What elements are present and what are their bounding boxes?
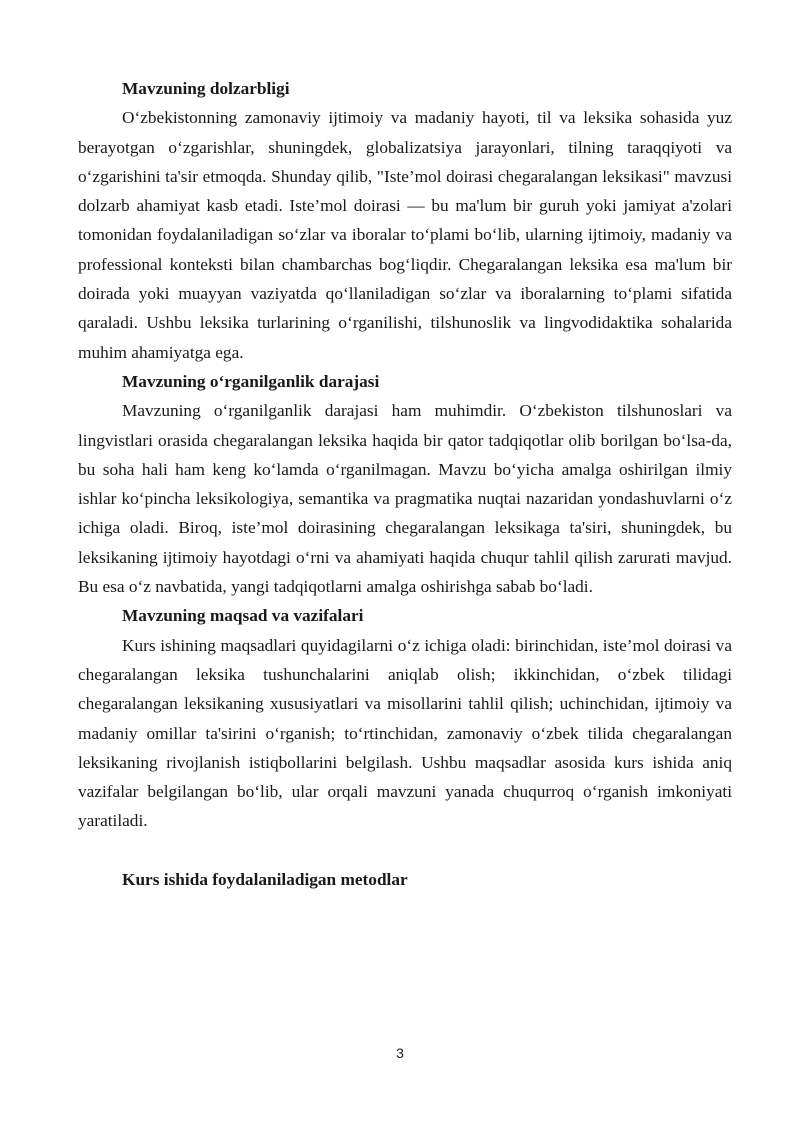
page-number: 3 [396,1045,404,1061]
section-paragraph-study-level: Mavzuning o‘rganilganlik darajasi ham muhimdir. O‘zbekiston tilshunoslari va lingvistlari orasida chegaralangan leksika haqida bir qator tadqiqotlar olib borilgan bo‘lsa-da, bu soha hali ham keng ko‘lamda o‘rganilmagan. Mavzu bo‘yicha amalga oshirilgan ilmiy ishlar ko‘pincha leksikologiya, semantika va pragmatika nuqtai nazaridan yondashuvlarni o‘z ichiga oladi. Biroq, iste’mol doirasining chegaralangan leksikaga ta'siri, shuningdek, bu leksikaning ijtimoiy hayotdagi o‘rni va ahamiyati haqida chuqur tahlil qilish zarurati mavjud. Bu esa o‘z navbatida, yangi tadqiqotlarni amalga oshirishga sabab bo‘ladi. [78,401,732,597]
section-heading-study-level: Mavzuning o‘rganilganlik darajasi [122,371,380,391]
section-heading-methods: Kurs ishida foydalaniladigan metodlar [122,869,408,889]
section-heading-goals: Mavzuning maqsad va vazifalari [122,606,364,626]
section-heading-relevance: Mavzuning dolzarbligi [122,79,290,98]
section-paragraph-relevance: O‘zbekistonning zamonaviy ijtimoiy va madaniy hayoti, til va leksika sohasida yuz berayotgan o‘zgarishlar, shuningdek, globalizatsiya jarayonlari, tilning taraqqiyoti va o‘zgarishini ta'sir etmoqda. Shunday qilib, "Iste’mol doirasi chegaralangan leksikasi" mavzusi dolzarb ahamiyat kasb etadi. Iste’mol doirasi — bu ma'lum bir guruh yoki jamiyat a'zolari tomonidan foydalaniladigan so‘zlar va iboralar to‘plami bo‘lib, ularning ijtimoiy, madaniy va professional konteksti bilan chambarchas bog‘liqdir. Chegaralangan leksika esa ma'lum bir doirada yoki muayyan vaziyatda qo‘llaniladigan so‘zlar va iboralarning to‘plami sifatida qaraladi. Ushbu leksika turlarining o‘rganilishi, tilshunoslik va lingvodidaktika sohalarida muhim ahamiyatga ega. [78,108,732,362]
page-content [78,74,732,894]
section-paragraph-goals: Kurs ishining maqsadlari quyidagilarni o‘z ichiga oladi: birinchidan, iste’mol doirasi va chegaralangan leksika tushunchalarini aniqlab olish; ikkinchidan, o‘zbek tilidagi chegaralangan leksikaning xususiyatlari va misollarini tahlil qilish; uchinchidan, ijtimoiy va madaniy omillar ta'sirini o‘rganish; to‘rtinchidan, zamonaviy o‘zbek tilida chegaralangan leksikaning rivojlanish istiqbollarini belgilash. Ushbu maqsadlar asosida kurs ishida aniq vazifalar belgilangan bo‘lib, ular orqali mavzuni yanada chuqurroq o‘rganish imkoniyati yaratiladi. [78,635,732,831]
